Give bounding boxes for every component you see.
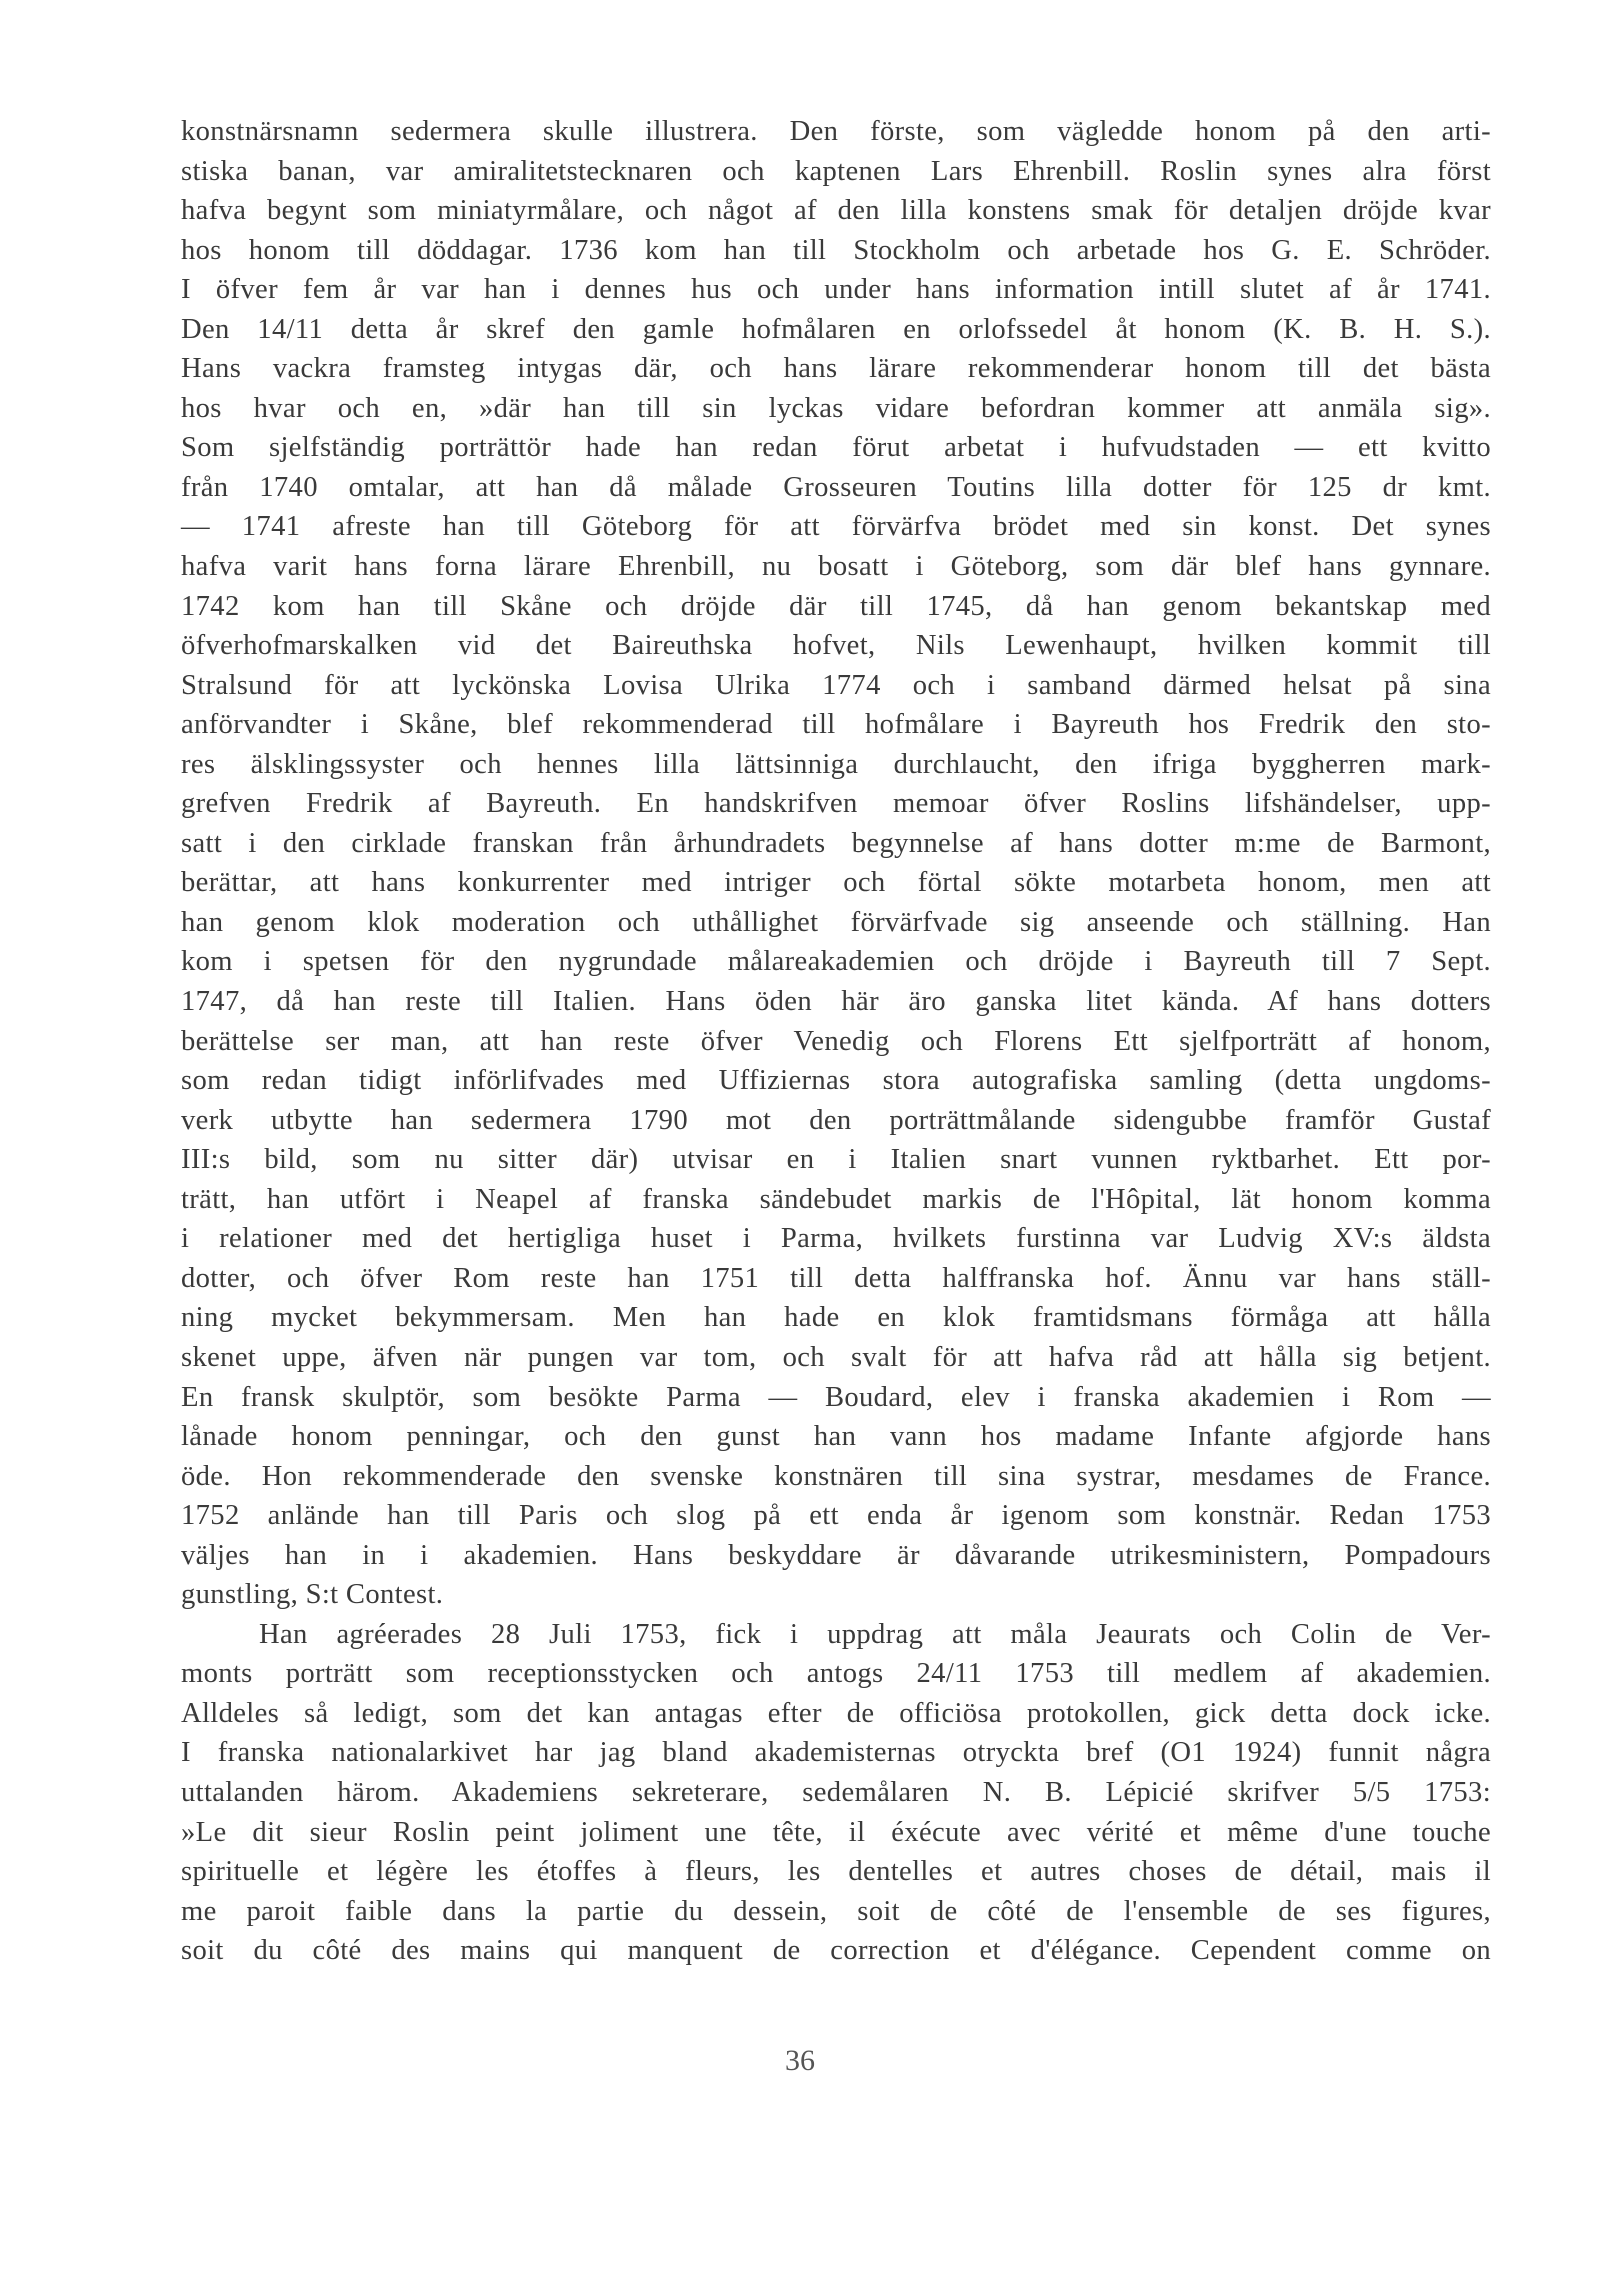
paragraph-start-line: Han agréerades 28 Juli 1753, fick i uppdrag att måla Jeaurats och Colin de Ver- [259, 1618, 1491, 1650]
text-line: I franska nationalarkivet har jag bland akademisternas otryckta bref (O1 1924) funnit några [181, 1737, 1491, 1769]
text-line: berättelse ser man, att han reste öfver Venedig och Florens Ett sjelfporträtt af honom, [181, 1025, 1491, 1057]
text-line: — 1741 afreste han till Göteborg för att förvärfva brödet med sin konst. Det synes [181, 511, 1491, 543]
text-line: ning mycket bekymmersam. Men han hade en klok framtidsmans förmåga att hålla [181, 1302, 1491, 1334]
text-line: väljes han in i akademien. Hans beskyddare är dåvarande utrikesministern, Pompadours [181, 1539, 1491, 1571]
text-line: gunstling, S:t Contest. [181, 1579, 444, 1611]
text-line: Den 14/11 detta år skref den gamle hofmålaren en orlofssedel åt honom (K. B. H. S.). [181, 313, 1491, 345]
text-line: spirituelle et légère les étoffes à fleurs, les dentelles et autres choses de détail, mais il [181, 1856, 1491, 1888]
text-line: hos honom till döddagar. 1736 kom han till Stockholm och arbetade hos G. E. Schröder. [181, 234, 1491, 266]
text-line: från 1740 omtalar, att han då målade Grosseuren Toutins lilla dotter för 125 dr kmt. [181, 471, 1491, 503]
text-line: dotter, och öfver Rom reste han 1751 till detta halffranska hof. Ännu var hans ställ- [181, 1262, 1491, 1294]
text-line: satt i den cirklade franskan från århundradets begynnelse af hans dotter m:me de Barmont, [181, 827, 1491, 859]
text-line: konstnärsnamn sedermera skulle illustrera. Den förste, som vägledde honom på den arti- [181, 116, 1491, 147]
text-line: öfverhofmarskalken vid det Baireuthska hofvet, Nils Lewenhaupt, hvilken kommit till [181, 630, 1491, 662]
text-line: trätt, han utfört i Neapel af franska sändebudet markis de l'Hôpital, lät honom komma [181, 1183, 1491, 1215]
text-line: hafva varit hans forna lärare Ehrenbill, nu bosatt i Göteborg, som där blef hans gynnare. [181, 551, 1491, 583]
text-line: öde. Hon rekommenderade den svenske konstnären till sina systrar, mesdames de France. [181, 1460, 1491, 1492]
text-line: 1752 anlände han till Paris och slog på ett enda år igenom som konstnär. Redan 1753 [181, 1500, 1491, 1532]
text-line: han genom klok moderation och uthållighet förvärfvade sig anseende och ställning. Han [181, 906, 1491, 938]
text-line: berättar, att hans konkurrenter med intriger och förtal sökte motarbeta honom, men att [181, 867, 1491, 899]
text-line: hafva begynt som miniatyrmålare, och något af den lilla konstens smak för detaljen dröjde kvar [181, 195, 1491, 227]
text-line: III:s bild, som nu sitter där) utvisar en i Italien snart vunnen ryktbarhet. Ett por- [181, 1144, 1491, 1176]
text-line: som redan tidigt införlifvades med Uffiziernas stora autografiska samling (detta ungdoms- [181, 1065, 1491, 1097]
text-line: stiska banan, var amiralitetstecknaren och kaptenen Lars Ehrenbill. Roslin synes alra först [181, 155, 1491, 187]
text-line: i relationer med det hertigliga huset i Parma, hvilkets furstinna var Ludvig XV:s äldsta [181, 1223, 1491, 1255]
text-line: Hans vackra framsteg intygas där, och hans lärare rekommenderar honom till det bästa [181, 353, 1491, 385]
text-line: anförvandter i Skåne, blef rekommenderad till hofmålare i Bayreuth hos Fredrik den sto- [181, 709, 1491, 741]
text-line: 1747, då han reste till Italien. Hans öden här äro ganska litet kända. Af hans dotters [181, 986, 1491, 1018]
text-line: res älsklingssyster och hennes lilla lättsinniga durchlaucht, den ifriga byggherren mark- [181, 748, 1491, 780]
text-line: Som sjelfständig porträttör hade han redan förut arbetat i hufvudstaden — ett kvitto [181, 432, 1491, 464]
text-line: grefven Fredrik af Bayreuth. En handskrifven memoar öfver Roslins lifshändelser, upp- [181, 788, 1491, 820]
text-line: kom i spetsen för den nygrundade målareakademien och dröjde i Bayreuth till 7 Sept. [181, 946, 1491, 978]
text-line: uttalanden härom. Akademiens sekreterare, sedemålaren N. B. Lépicié skrifver 5/5 1753: [181, 1776, 1491, 1808]
text-line: hos hvar och en, »där han till sin lyckas vidare befordran kommer att anmäla sig». [181, 392, 1491, 424]
text-line: monts porträtt som receptionsstycken och antogs 24/11 1753 till medlem af akademien. [181, 1658, 1491, 1690]
document-body [181, 112, 1491, 1971]
text-line: 1742 kom han till Skåne och dröjde där till 1745, då han genom bekantskap med [181, 590, 1491, 622]
text-line: soit du côté des mains qui manquent de correction et d'élégance. Cependent comme on [181, 1935, 1491, 1967]
text-line: »Le dit sieur Roslin peint joliment une tête, il éxécute avec vérité et même d'une touche [181, 1816, 1491, 1848]
text-line: En fransk skulptör, som besökte Parma — Boudard, elev i franska akademien i Rom — [181, 1381, 1491, 1413]
text-line: verk utbytte han sedermera 1790 mot den porträttmålande sidengubbe framför Gustaf [181, 1104, 1491, 1136]
text-line: skenet uppe, äfven när pungen var tom, och svalt för att hafva råd att hålla sig betjent. [181, 1341, 1491, 1373]
text-line: Stralsund för att lyckönska Lovisa Ulrika 1774 och i samband därmed helsat på sina [181, 669, 1491, 701]
text-line: Alldeles så ledigt, som det kan antagas efter de officiösa protokollen, gick detta dock icke. [181, 1697, 1491, 1729]
text-line: me paroit faible dans la partie du dessein, soit de côté de l'ensemble de ses figures, [181, 1895, 1491, 1927]
text-line: lånade honom penningar, och den gunst han vann hos madame Infante afgjorde hans [181, 1421, 1491, 1453]
text-line: I öfver fem år var han i dennes hus och under hans information intill slutet af år 1741. [181, 274, 1491, 306]
page-number: 36 [785, 2044, 815, 2077]
